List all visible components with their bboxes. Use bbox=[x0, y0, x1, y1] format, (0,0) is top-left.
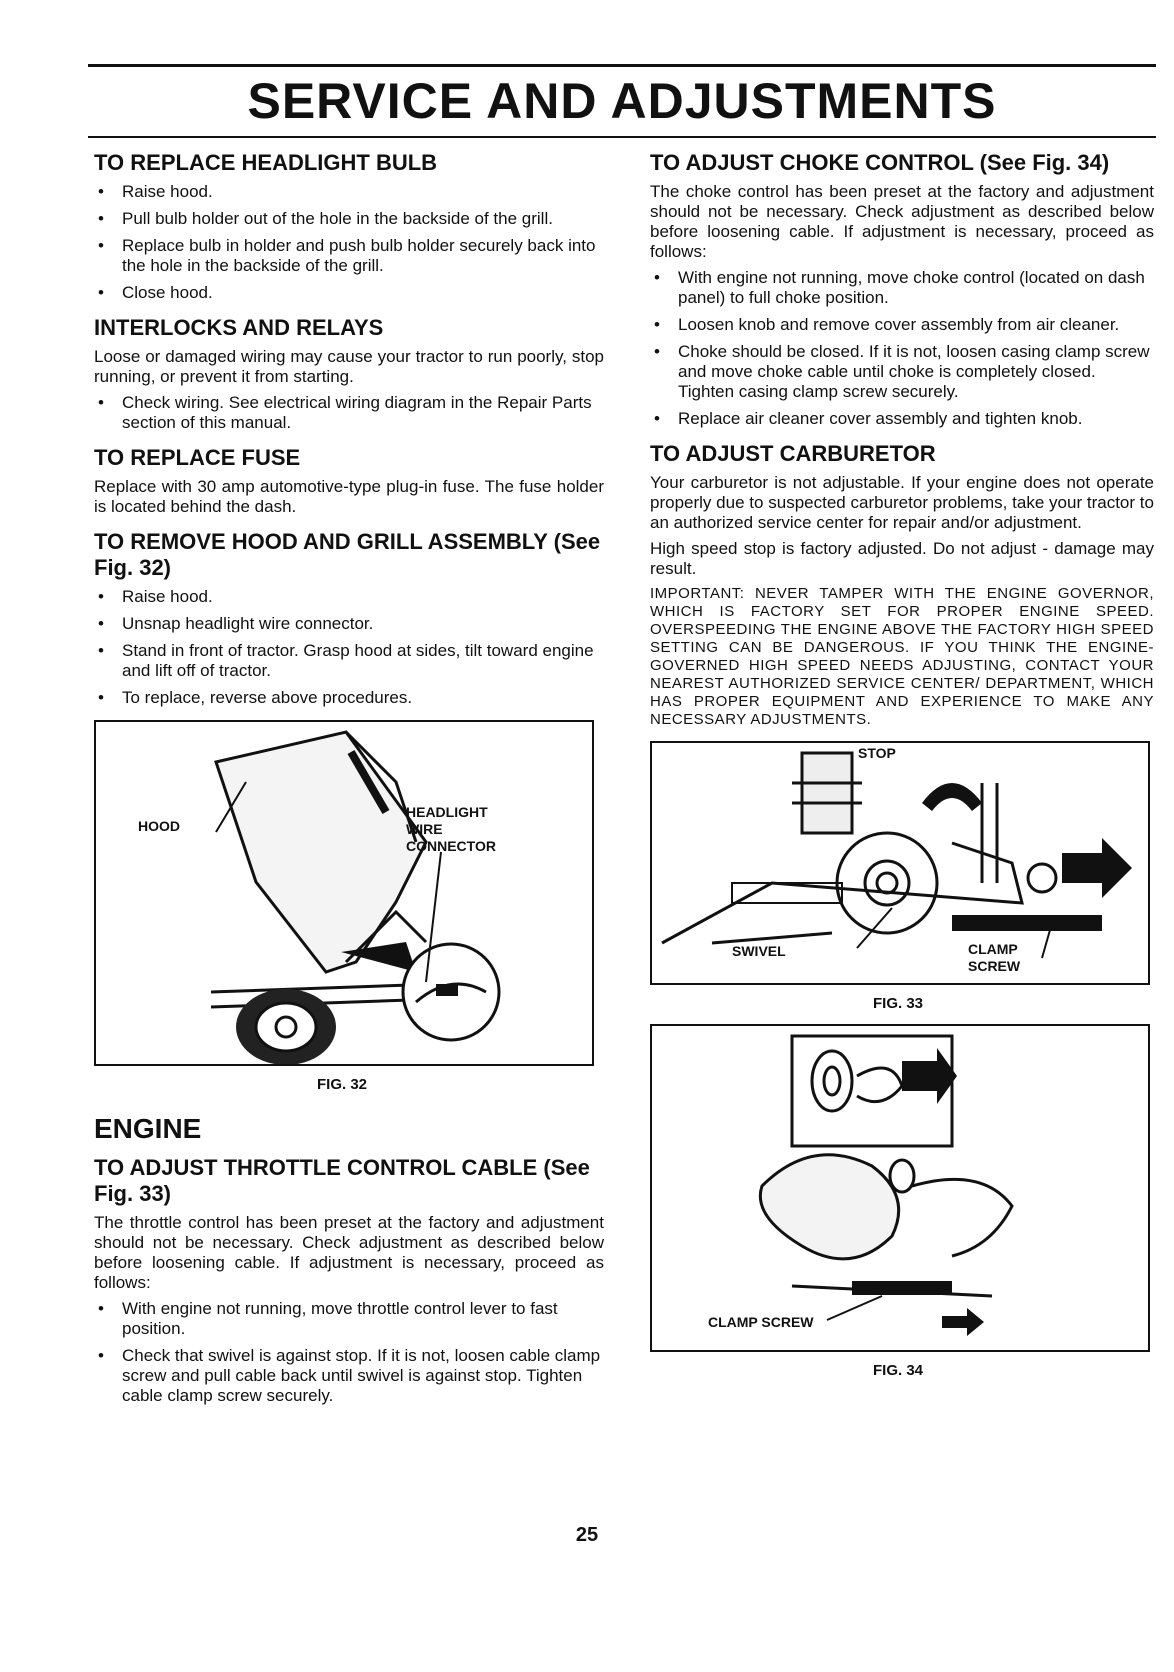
clamp-screw-callout: CLAMP SCREW bbox=[968, 941, 1021, 974]
interlocks-steps bbox=[94, 393, 604, 433]
list-item: • Close hood. bbox=[94, 283, 604, 303]
throttle-illustration bbox=[652, 743, 1148, 983]
hood-section bbox=[94, 529, 604, 708]
list-item: • Choke should be closed. If it is not, loosen casing clamp screw and move choke cable until choke is completely closed. Tighten casing clamp screw securely. bbox=[650, 342, 1154, 402]
page-number: 25 bbox=[575, 1524, 599, 1546]
fuse-heading: TO REPLACE FUSE bbox=[94, 445, 301, 470]
hood-illustration bbox=[96, 722, 592, 1064]
list-item: • Raise hood. bbox=[94, 587, 604, 607]
engine-section bbox=[94, 1113, 604, 1406]
list-item: • Raise hood. bbox=[94, 182, 604, 202]
important-notice: IMPORTANT: NEVER TAMPER WITH THE ENGINE GOVERNOR, WHICH IS FACTORY SET FOR PROPER ENGINE SPEED. OVERSPEEDING THE ENGINE ABOVE THE FACTORY HIGH SPEED SETTING CAN BE DANGEROUS. IF YOU THINK THE ENGINE-GOVERNED HIGH SPEED NEEDS ADJUSTING, CONTACT YOUR NEAREST AUTHORIZED SERVICE CENTER/ DEPARTMENT, WHICH HAS PROPER EQUIPMENT AND EXPERIENCE TO MAKE ANY NECESSARY ADJUSTMENTS. bbox=[650, 585, 1154, 728]
list-item: • Pull bulb holder out of the hole in the backside of the grill. bbox=[94, 209, 604, 229]
throttle-steps bbox=[94, 1299, 604, 1406]
list-item: • Loosen knob and remove cover assembly from air cleaner. bbox=[650, 315, 1154, 335]
stop-callout: STOP bbox=[858, 745, 896, 761]
interlocks-section bbox=[94, 315, 604, 433]
choke-illustration bbox=[652, 1026, 1148, 1350]
left-column bbox=[94, 150, 604, 1418]
fig-32-label: FIG. 32 bbox=[316, 1076, 368, 1093]
page-title: SERVICE AND ADJUSTMENTS bbox=[247, 73, 997, 129]
hood-callout: HOOD bbox=[138, 818, 180, 834]
throttle-text: The throttle control has been preset at the factory and adjustment should not be necessary. Check adjustment as described below before loosening cable. If adjustment is necessary, proceed as follows: bbox=[94, 1213, 604, 1292]
throttle-heading: TO ADJUST THROTTLE CONTROL CABLE (See Fig. 33) bbox=[94, 1155, 590, 1206]
figure-33 bbox=[650, 741, 1150, 985]
carburetor-heading: TO ADJUST CARBURETOR bbox=[650, 441, 936, 466]
title-rule bbox=[88, 136, 1156, 138]
fuse-text: Replace with 30 amp automotive-type plug-in fuse. The fuse holder is located behind the dash. bbox=[94, 477, 604, 516]
list-item: • To replace, reverse above procedures. bbox=[94, 688, 604, 708]
choke-text: The choke control has been preset at the factory and adjustment should not be necessary. Check adjustment as described below before loosening cable. If adjustment is necessary, proceed as follows: bbox=[650, 182, 1154, 261]
carburetor-text: Your carburetor is not adjustable. If your engine does not operate properly due to suspected carburetor problems, take your tractor to an authorized service center for repair and/or adjustment. bbox=[650, 473, 1154, 532]
hood-heading: TO REMOVE HOOD AND GRILL ASSEMBLY (See Fig. 32) bbox=[94, 529, 601, 580]
hood-steps bbox=[94, 587, 604, 708]
list-item: • Stand in front of tractor. Grasp hood at sides, tilt toward engine and lift off of tractor. bbox=[94, 641, 604, 681]
headlight-heading: TO REPLACE HEADLIGHT BULB bbox=[94, 150, 438, 175]
list-item: • With engine not running, move throttle control lever to fast position. bbox=[94, 1299, 604, 1339]
interlocks-text: Loose or damaged wiring may cause your tractor to run poorly, stop running, or prevent it from starting. bbox=[94, 347, 604, 386]
swivel-callout: SWIVEL bbox=[732, 943, 786, 959]
choke-clamp-screw-callout: CLAMP SCREW bbox=[708, 1314, 814, 1330]
engine-heading: ENGINE bbox=[94, 1113, 202, 1144]
fig-34-label: FIG. 34 bbox=[872, 1362, 924, 1379]
list-item: • Replace air cleaner cover assembly and tighten knob. bbox=[650, 409, 1154, 429]
list-item: • Replace bulb in holder and push bulb holder securely back into the hole in the backside of the grill. bbox=[94, 236, 604, 276]
choke-section bbox=[650, 150, 1154, 429]
choke-heading: TO ADJUST CHOKE CONTROL (See Fig. 34) bbox=[650, 150, 1110, 175]
figure-34 bbox=[650, 1024, 1150, 1352]
fig-33-label: FIG. 33 bbox=[872, 995, 924, 1012]
headlight-section bbox=[94, 150, 604, 303]
interlocks-heading: INTERLOCKS AND RELAYS bbox=[94, 315, 384, 340]
high-speed-text: High speed stop is factory adjusted. Do not adjust - damage may result. bbox=[650, 539, 1154, 578]
list-item: • Unsnap headlight wire connector. bbox=[94, 614, 604, 634]
headlight-connector-callout: HEADLIGHT WIRE CONNECTOR bbox=[406, 804, 496, 854]
figure-32 bbox=[94, 720, 594, 1066]
list-item: • Check wiring. See electrical wiring diagram in the Repair Parts section of this manual. bbox=[94, 393, 604, 433]
list-item: • Check that swivel is against stop. If it is not, loosen cable clamp screw and pull cable back until swivel is against stop. Tighten cable clamp screw securely. bbox=[94, 1346, 604, 1406]
right-column bbox=[650, 150, 1154, 1379]
list-item: • With engine not running, move choke control (located on dash panel) to full choke position. bbox=[650, 268, 1154, 308]
fuse-section bbox=[94, 445, 604, 517]
choke-steps bbox=[650, 268, 1154, 429]
carburetor-section bbox=[650, 441, 1154, 729]
headlight-steps bbox=[94, 182, 604, 303]
